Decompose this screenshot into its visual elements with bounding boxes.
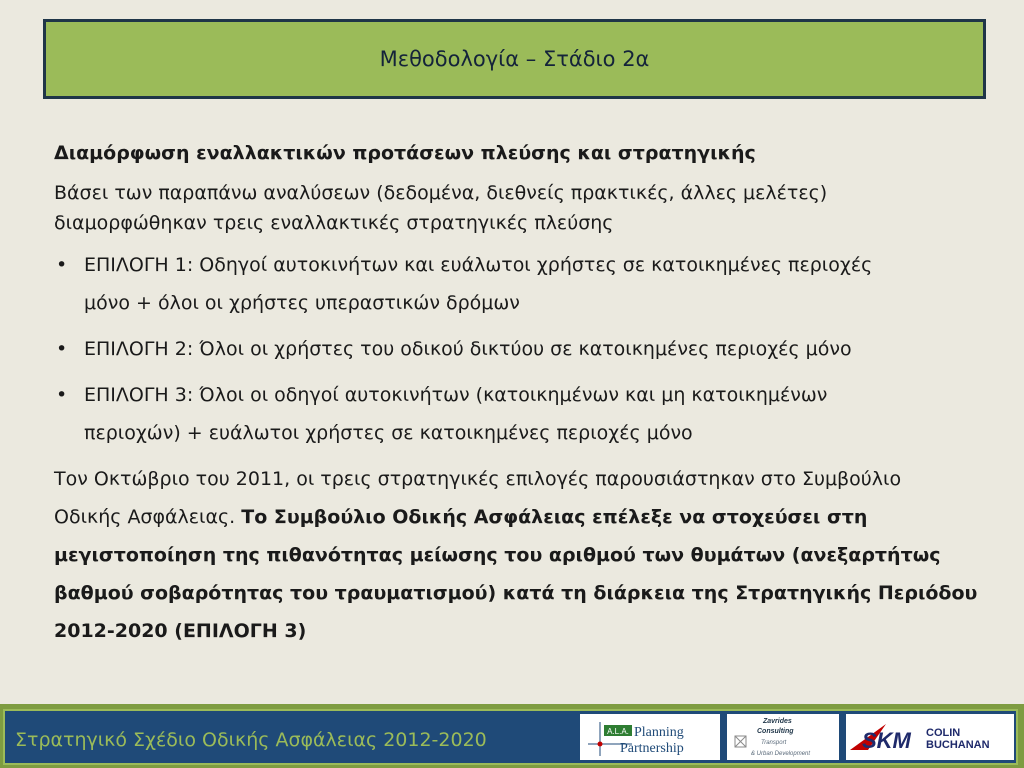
ala-logo-graphic [580,714,720,760]
closing-line-4-bold: βαθμού σοβαρότητας του τραυματισμού) κατά τη διάρκεια της Στρατηγικής Περιόδου [54,582,978,604]
bullet-option-2 [54,330,994,368]
zavrides-line-4: & Urban Development [751,751,811,757]
bullet-icon: • [56,254,68,276]
closing-paragraph [54,460,994,650]
skm-line-2: BUCHANAN [926,739,990,751]
footer-bar [0,704,1024,768]
intro-paragraph [54,178,994,238]
slide-content [54,138,994,650]
closing-line-2 [54,498,994,536]
closing-line-3-bold: μεγιστοποίηση της πιθανότητας μείωσης του αριθμού των θυμάτων (ανεξαρτήτως [54,544,941,566]
intro-line-1: Βάσει των παραπάνω αναλύσεων (δεδομένα, διεθνείς πρακτικές, άλλες μελέτες) [54,182,828,204]
closing-line-1: Τον Οκτώβριο του 2011, οι τρεις στρατηγικές επιλογές παρουσιάστηκαν στο Συμβούλιο [54,468,902,490]
skm-line-1: COLIN [926,727,961,739]
slide-title-box [43,19,986,99]
zavrides-consulting-logo [727,714,839,760]
skm-logo-graphic [846,714,1014,760]
zavrides-line-2: Consulting [757,728,794,735]
footer-title: Στρατηγικό Σχέδιο Οδικής Ασφάλειας 2012-2020 [15,729,487,751]
zavrides-line-3: Transport [761,740,787,746]
ala-badge: A.L.A. [607,727,629,736]
closing-line-4 [54,574,994,612]
skm-colin-buchanan-logo [846,714,1014,760]
zavrides-line-1: Zavrides [763,718,792,725]
closing-line-5-bold: 2012-2020 (ΕΠΙΛΟΓΗ 3) [54,620,307,642]
intro-line-2: διαμορφώθηκαν τρεις εναλλακτικές στρατηγικές πλεύσης [54,212,614,234]
closing-line-2-bold: Το Συμβούλιο Οδικής Ασφάλειας επέλεξε να στοχεύσει στη [241,506,868,528]
bullet-3-line-1: ΕΠΙΛΟΓΗ 3: Όλοι οι οδηγοί αυτοκινήτων (κατοικημένων και μη κατοικημένων [84,384,828,406]
bullet-2-line-1: ΕΠΙΛΟΓΗ 2: Όλοι οι χρήστες του οδικού δικτύου σε κατοικημένες περιοχές μόνο [84,338,852,360]
bullet-1-line-1: ΕΠΙΛΟΓΗ 1: Οδηγοί αυτοκινήτων και ευάλωτοι χρήστες σε κατοικημένες περιοχές [84,254,873,276]
slide-title: Μεθοδολογία – Στάδιο 2α [379,47,650,71]
closing-line-5 [54,612,994,650]
closing-line-2-plain: Οδικής Ασφάλειας. [54,506,242,528]
closing-line-3 [54,536,994,574]
bullet-icon: • [56,384,68,406]
skm-mark: SKM [862,728,911,753]
ala-line-1: Planning [634,725,684,740]
bullet-3-line-2: περιοχών) + ευάλωτοι χρήστες σε κατοικημένες περιοχές μόνο [84,422,693,444]
bullet-icon: • [56,338,68,360]
content-heading: Διαμόρφωση εναλλακτικών προτάσεων πλεύσης και στρατηγικής [54,142,756,164]
bullet-option-3 [54,376,994,452]
ala-line-2: Partnership [620,741,684,756]
ala-planning-partnership-logo [580,714,720,760]
zavrides-logo-graphic [727,714,839,760]
bullet-option-1 [54,246,994,322]
bullet-1-line-2: μόνο + όλοι οι χρήστες υπεραστικών δρόμων [84,292,520,314]
